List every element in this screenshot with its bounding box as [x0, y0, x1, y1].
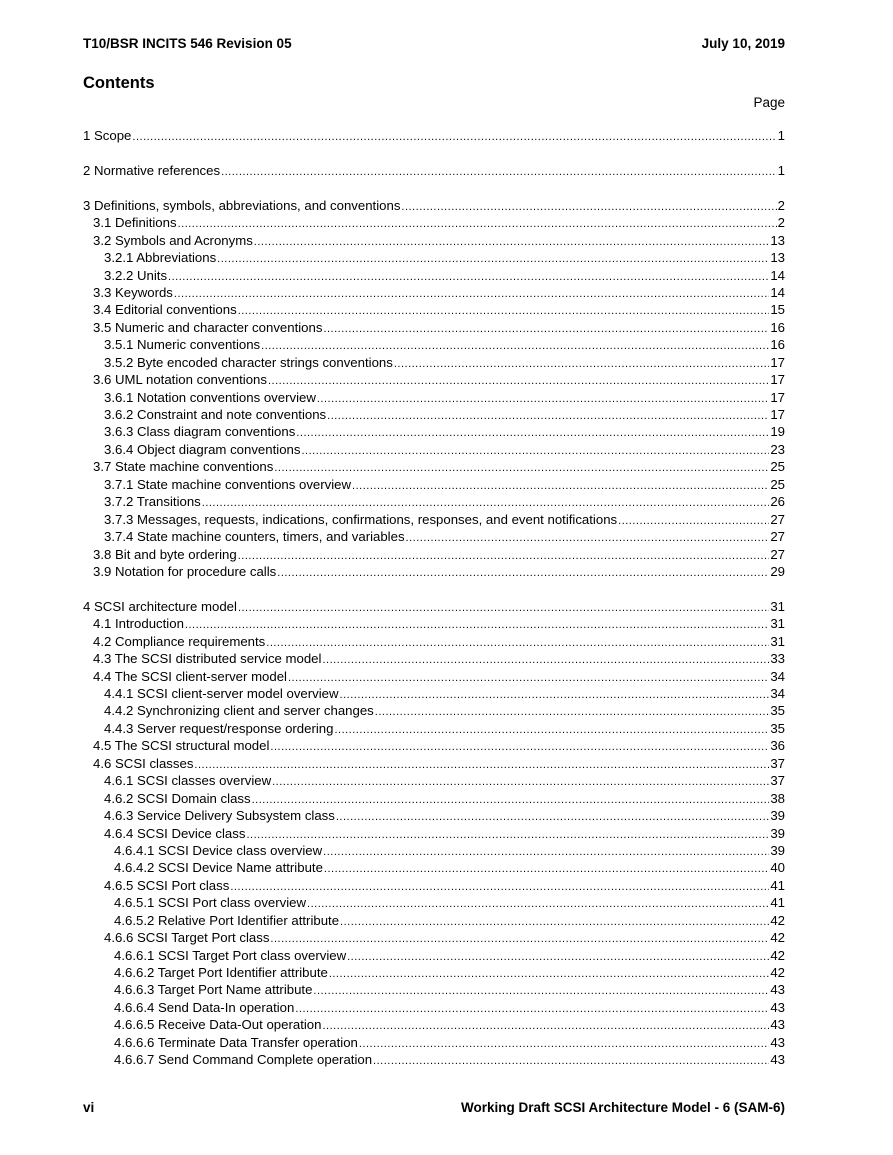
- toc-entry-page: 43: [770, 982, 785, 998]
- toc-entry-page: 31: [770, 598, 785, 614]
- toc-dot-leader: [327, 408, 769, 425]
- toc-entry[interactable]: [83, 912, 785, 929]
- toc-entry[interactable]: [83, 493, 785, 510]
- toc-dot-leader: [322, 1018, 769, 1035]
- toc-entry[interactable]: [83, 772, 785, 789]
- toc-entry[interactable]: [83, 371, 785, 388]
- toc-entry-page: 31: [770, 616, 785, 632]
- toc-entry-title: 2 Normative references: [83, 162, 221, 178]
- toc-entry[interactable]: [83, 389, 785, 406]
- toc-entry-title: 4.3 The SCSI distributed service model: [93, 651, 322, 667]
- toc-entry-title: 4.1 Introduction: [93, 616, 184, 632]
- page-title: Contents: [83, 74, 155, 92]
- toc-entry[interactable]: [83, 563, 785, 580]
- toc-dot-leader: [336, 809, 769, 826]
- toc-entry-title: 3.5 Numeric and character conventions: [93, 319, 323, 335]
- toc-entry-page: 43: [770, 999, 785, 1015]
- toc-entry-page: 42: [770, 912, 785, 928]
- toc-entry-title: 1 Scope: [83, 128, 132, 143]
- toc-entry-page: 41: [770, 895, 785, 911]
- toc-entry[interactable]: [83, 284, 785, 301]
- toc-entry-title: 3 Definitions, symbols, abbreviations, and conventions: [83, 197, 401, 213]
- toc-entry[interactable]: [83, 842, 785, 859]
- toc-dot-leader: [301, 443, 769, 460]
- toc-entry[interactable]: [83, 702, 785, 719]
- toc-entry[interactable]: [83, 999, 785, 1016]
- toc-entry-page: 17: [770, 389, 785, 405]
- toc-dot-leader: [394, 356, 769, 373]
- toc-dot-leader: [238, 600, 769, 617]
- toc-dot-leader: [359, 1036, 769, 1053]
- toc-entry-title: 3.6.1 Notation conventions overview: [104, 389, 316, 405]
- toc-dot-leader: [307, 896, 769, 913]
- toc-entry-title: 4.4.2 Synchronizing client and server changes: [104, 703, 374, 719]
- toc-entry[interactable]: [83, 546, 785, 563]
- toc-entry-title: 3.4 Editorial conventions: [93, 302, 237, 318]
- toc-entry[interactable]: [83, 162, 785, 179]
- toc-dot-leader: [340, 914, 769, 931]
- toc-entry[interactable]: [83, 319, 785, 336]
- toc-entry-page: 15: [770, 302, 785, 318]
- toc-entry-page: 17: [770, 372, 785, 388]
- toc-entry[interactable]: [83, 528, 785, 545]
- toc-entry-title: 3.7.4 State machine counters, timers, and variables: [104, 529, 405, 545]
- toc-entry[interactable]: [83, 877, 785, 894]
- toc-entry-page: 27: [770, 546, 785, 562]
- toc-entry[interactable]: [83, 807, 785, 824]
- toc-dot-leader: [132, 129, 776, 146]
- toc-dot-leader: [323, 844, 769, 861]
- toc-entry-title: 3.6.4 Object diagram conventions: [104, 441, 301, 457]
- toc-entry-title: 4.6.2 SCSI Domain class: [104, 790, 251, 806]
- toc-entry[interactable]: [83, 232, 785, 249]
- toc-entry[interactable]: [83, 755, 785, 772]
- toc-dot-leader: [194, 757, 769, 774]
- toc-entry[interactable]: [83, 476, 785, 493]
- toc-entry[interactable]: [83, 406, 785, 423]
- toc-entry-title: 3.3 Keywords: [93, 284, 173, 300]
- toc-dot-leader: [238, 548, 770, 565]
- toc-dot-leader: [324, 861, 769, 878]
- toc-entry-title: 3.2.1 Abbreviations: [104, 250, 217, 266]
- toc-entry[interactable]: [83, 301, 785, 318]
- toc-dot-leader: [268, 373, 769, 390]
- toc-dot-leader: [174, 286, 769, 303]
- toc-entry-page: 39: [770, 808, 785, 824]
- toc-entry-page: 25: [770, 459, 785, 475]
- toc-dot-leader: [352, 478, 769, 495]
- toc-dot-leader: [401, 199, 776, 216]
- toc-dot-leader: [168, 269, 769, 286]
- toc-entry[interactable]: [83, 511, 785, 528]
- toc-dot-leader: [288, 670, 769, 687]
- toc-entry-title: 4.5 The SCSI structural model: [93, 738, 270, 754]
- toc-entry-title: 4.6.6.2 Target Port Identifier attribute: [114, 965, 328, 980]
- toc-entry-page: 2: [777, 197, 785, 213]
- toc-entry-page: 27: [770, 529, 785, 545]
- toc-entry-title: 3.5.1 Numeric conventions: [104, 337, 261, 353]
- toc-dot-leader: [296, 425, 769, 442]
- toc-entry-title: 4 SCSI architecture model: [83, 598, 237, 614]
- toc-entry[interactable]: [83, 1016, 785, 1033]
- toc-entry-page: 31: [770, 633, 785, 649]
- toc-dot-leader: [375, 704, 770, 721]
- header-document-id: T10/BSR INCITS 546 Revision 05: [83, 36, 292, 51]
- table-of-contents: [83, 127, 785, 1069]
- toc-entry-page: 27: [770, 511, 785, 527]
- toc-dot-leader: [347, 949, 769, 966]
- toc-entry[interactable]: [83, 197, 785, 214]
- toc-entry[interactable]: [83, 458, 785, 475]
- toc-entry-title: 4.6.6.6 Terminate Data Transfer operation: [114, 1034, 358, 1050]
- toc-entry-page: 35: [770, 703, 785, 719]
- toc-dot-leader: [295, 1001, 769, 1018]
- toc-entry-page: 2: [777, 215, 785, 231]
- toc-dot-leader: [272, 774, 769, 791]
- toc-dot-leader: [618, 513, 769, 530]
- toc-entry-page: 17: [770, 354, 785, 370]
- toc-entry-page: 33: [770, 651, 785, 667]
- toc-dot-leader: [270, 739, 769, 756]
- toc-dot-leader: [373, 1053, 769, 1070]
- toc-entry-title: 4.6.6.5 Receive Data-Out operation: [114, 1017, 322, 1033]
- toc-entry-title: 4.6.6.4 Send Data-In operation: [114, 999, 295, 1015]
- toc-entry-page: 1: [777, 128, 785, 143]
- toc-entry-title: 3.7 State machine conventions: [93, 459, 274, 475]
- toc-entry-title: 4.6.4.2 SCSI Device Name attribute: [114, 860, 323, 876]
- toc-entry-title: 3.5.2 Byte encoded character strings conventions: [104, 354, 393, 370]
- toc-entry-page: 34: [770, 686, 785, 701]
- toc-dot-leader: [217, 251, 769, 268]
- toc-entry[interactable]: [83, 1034, 785, 1051]
- toc-entry-page: 13: [770, 232, 785, 248]
- toc-entry-page: 38: [770, 790, 785, 806]
- toc-entry-page: 19: [770, 424, 785, 440]
- toc-entry[interactable]: [83, 825, 785, 842]
- toc-entry-title: 4.6.6.3 Target Port Name attribute: [114, 982, 313, 998]
- footer-page-number: vi: [83, 1100, 95, 1115]
- toc-entry-page: 13: [770, 250, 785, 266]
- toc-entry-page: 16: [770, 337, 785, 353]
- toc-entry-page: 42: [770, 947, 785, 963]
- toc-entry[interactable]: [83, 737, 785, 754]
- toc-dot-leader: [334, 722, 769, 739]
- toc-entry-page: 17: [770, 407, 785, 422]
- toc-dot-leader: [406, 530, 770, 547]
- toc-entry[interactable]: [83, 859, 785, 876]
- toc-entry-title: 4.6.6 SCSI Target Port class: [104, 930, 270, 946]
- toc-entry-title: 3.1 Definitions: [93, 215, 177, 231]
- toc-entry-page: 16: [770, 319, 785, 335]
- toc-entry[interactable]: [83, 894, 785, 911]
- toc-entry-title: 4.6.5.1 SCSI Port class overview: [114, 895, 307, 911]
- toc-entry-page: 43: [770, 1034, 785, 1050]
- toc-entry[interactable]: [83, 790, 785, 807]
- toc-entry-page: 14: [770, 284, 785, 300]
- toc-entry[interactable]: [83, 929, 785, 946]
- toc-entry-title: 3.7.2 Transitions: [104, 494, 201, 510]
- toc-dot-leader: [254, 234, 770, 251]
- toc-entry-page: 40: [770, 860, 785, 876]
- toc-dot-leader: [246, 827, 769, 844]
- toc-entry-page: 42: [770, 965, 785, 980]
- toc-entry-title: 4.6.6.7 Send Command Complete operation: [114, 1052, 373, 1068]
- toc-dot-leader: [277, 565, 769, 582]
- toc-entry-title: 4.6.5.2 Relative Port Identifier attribute: [114, 912, 340, 928]
- toc-entry-page: 42: [770, 930, 785, 946]
- toc-entry-title: 3.7.3 Messages, requests, indications, confirmations, responses, and event notifications: [104, 511, 618, 527]
- toc-dot-leader: [317, 391, 769, 408]
- toc-entry[interactable]: [83, 1051, 785, 1068]
- toc-entry-page: 39: [770, 842, 785, 858]
- toc-entry[interactable]: [83, 267, 785, 284]
- toc-entry-title: 4.4 The SCSI client-server model: [93, 668, 287, 684]
- toc-dot-leader: [266, 635, 769, 652]
- toc-entry[interactable]: [83, 964, 785, 981]
- toc-entry-title: 4.6.3 Service Delivery Subsystem class: [104, 808, 335, 824]
- toc-entry[interactable]: [83, 249, 785, 266]
- toc-entry-page: 43: [770, 1052, 785, 1068]
- toc-entry[interactable]: [83, 633, 785, 650]
- toc-entry-title: 4.4.1 SCSI client-server model overview: [104, 686, 339, 701]
- page-column-label: Page: [753, 95, 785, 110]
- toc-entry-page: 23: [770, 441, 785, 457]
- toc-entry-page: 34: [770, 668, 785, 684]
- toc-entry[interactable]: [83, 336, 785, 353]
- toc-entry-title: 4.6.5 SCSI Port class: [104, 877, 230, 893]
- toc-dot-leader: [313, 983, 769, 1000]
- toc-entry-title: 4.4.3 Server request/response ordering: [104, 720, 334, 736]
- header-date: July 10, 2019: [701, 36, 785, 51]
- toc-entry-title: 4.2 Compliance requirements: [93, 633, 266, 649]
- toc-entry-title: 3.2.2 Units: [104, 267, 168, 283]
- toc-entry[interactable]: [83, 650, 785, 667]
- toc-entry[interactable]: [83, 214, 785, 231]
- toc-dot-leader: [230, 879, 769, 896]
- toc-entry-title: 4.6.6.1 SCSI Target Port class overview: [114, 947, 347, 963]
- toc-entry-page: 25: [770, 476, 785, 492]
- toc-entry[interactable]: [83, 127, 785, 144]
- toc-dot-leader: [322, 652, 769, 669]
- toc-entry-page: 43: [770, 1017, 785, 1033]
- toc-dot-leader: [323, 321, 769, 338]
- toc-entry-title: 3.9 Notation for procedure calls: [93, 563, 277, 579]
- toc-dot-leader: [221, 164, 777, 181]
- toc-entry-title: 4.6.4 SCSI Device class: [104, 825, 246, 841]
- toc-entry-page: 1: [777, 162, 785, 178]
- toc-entry-title: 4.6 SCSI classes: [93, 755, 194, 771]
- toc-dot-leader: [340, 687, 770, 704]
- toc-entry-title: 3.2 Symbols and Acronyms: [93, 232, 253, 248]
- toc-entry-page: 29: [770, 563, 785, 579]
- toc-entry-title: 3.6.2 Constraint and note conventions: [104, 407, 327, 422]
- toc-dot-leader: [329, 966, 770, 983]
- toc-dot-leader: [185, 617, 769, 634]
- toc-entry-title: 3.7.1 State machine conventions overview: [104, 476, 352, 492]
- toc-entry-title: 3.8 Bit and byte ordering: [93, 546, 237, 562]
- toc-dot-leader: [178, 216, 777, 233]
- toc-entry-page: 37: [770, 755, 785, 771]
- toc-entry[interactable]: [83, 423, 785, 440]
- toc-entry-title: 4.6.1 SCSI classes overview: [104, 773, 272, 789]
- toc-entry[interactable]: [83, 441, 785, 458]
- toc-entry[interactable]: [83, 981, 785, 998]
- toc-entry-page: 36: [770, 738, 785, 754]
- toc-entry-page: 14: [770, 267, 785, 283]
- toc-entry-title: 3.6 UML notation conventions: [93, 372, 267, 388]
- toc-entry-page: 37: [770, 773, 785, 789]
- footer-document-title: Working Draft SCSI Architecture Model - 6 (SAM-6): [460, 1100, 785, 1115]
- toc-entry-page: 26: [770, 494, 785, 510]
- toc-entry[interactable]: [83, 615, 785, 632]
- toc-entry[interactable]: [83, 668, 785, 685]
- toc-entry-title: 3.6.3 Class diagram conventions: [104, 424, 296, 440]
- toc-entry-page: 39: [770, 825, 785, 841]
- toc-entry[interactable]: [83, 947, 785, 964]
- toc-entry[interactable]: [83, 685, 785, 702]
- toc-entry-page: 41: [770, 877, 785, 893]
- toc-entry[interactable]: [83, 598, 785, 615]
- toc-entry[interactable]: [83, 720, 785, 737]
- toc-entry[interactable]: [83, 354, 785, 371]
- toc-entry-title: 4.6.4.1 SCSI Device class overview: [114, 842, 323, 858]
- toc-entry-page: 35: [770, 720, 785, 736]
